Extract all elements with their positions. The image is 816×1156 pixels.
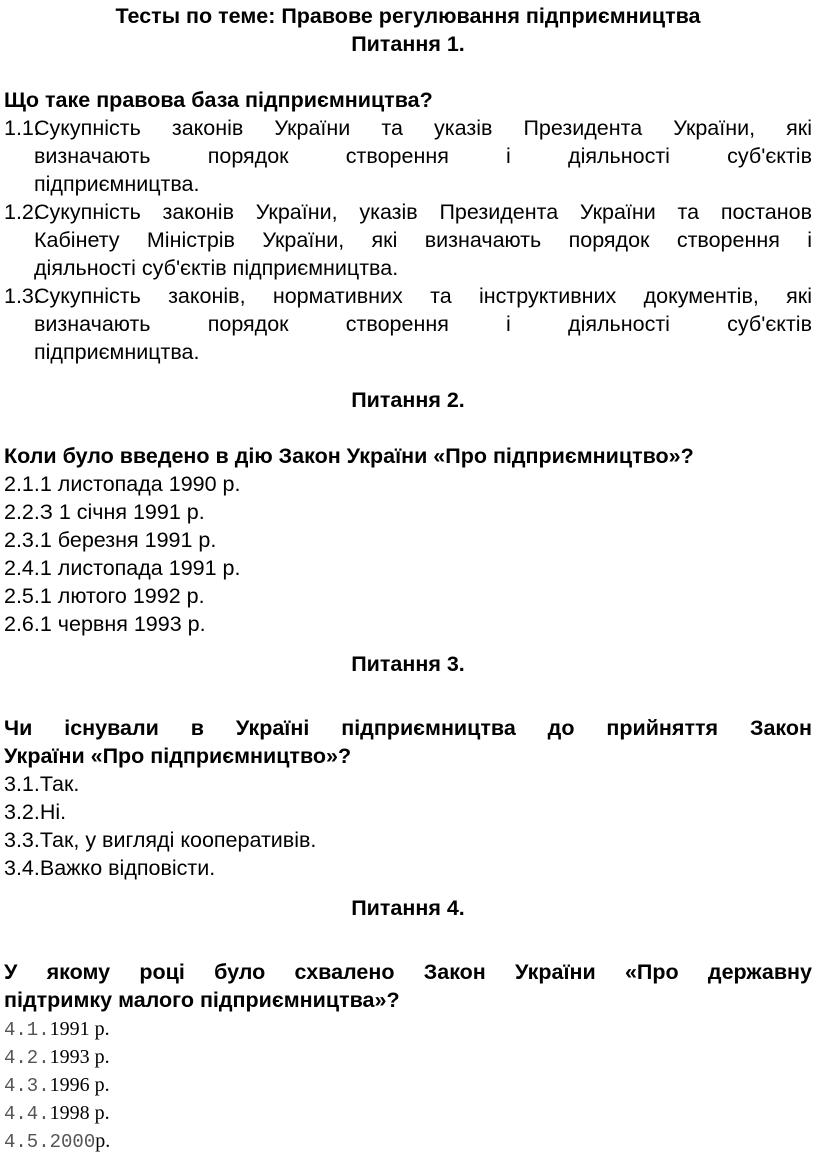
answer-1-1-line-3: підприємництва. xyxy=(34,172,200,196)
answer-4-3 xyxy=(4,1070,110,1100)
answer-4-5-text: р. xyxy=(95,1130,111,1152)
answer-1-2-number: 1.2. xyxy=(4,200,40,224)
answer-4-4 xyxy=(4,1098,110,1128)
answer-1-1-number: 1.1. xyxy=(4,116,40,140)
answer-4-2-text: 1993 р. xyxy=(49,1046,110,1068)
question-1-text: Що таке правова база підприємництва? xyxy=(4,88,433,112)
answer-3-2: 3.2.Ні. xyxy=(4,800,67,824)
answer-1-2-text-1: Сукупність законів України, указів Президента України та постанов xyxy=(34,200,812,224)
question-4-text-line-2: підтримку малого підприємництва»? xyxy=(4,988,400,1012)
answer-1-2-line-1 xyxy=(4,198,812,226)
answer-4-4-number: 4.4. xyxy=(4,1103,50,1125)
answer-4-4-text: 1998 р. xyxy=(49,1102,110,1124)
question-3-heading: Питання 3. xyxy=(351,652,465,676)
answer-1-3-number: 1.3. xyxy=(4,284,40,308)
question-2-text: Коли було введено в дію Закон України «Про підприємництво»? xyxy=(4,444,694,468)
answer-4-2 xyxy=(4,1042,110,1072)
answer-4-5 xyxy=(4,1126,110,1156)
answer-3-3: 3.3.Так, у вигляді кооперативів. xyxy=(4,828,317,852)
answer-1-1-text-1: Сукупність законів України та указів Президента України, які xyxy=(34,116,812,140)
answer-1-3-text-1: Сукупність законів, нормативних та інструктивних документів, які xyxy=(34,284,812,308)
answer-4-1 xyxy=(4,1014,110,1044)
answer-4-5-number: 4.5. xyxy=(4,1131,50,1153)
answer-1-3-line-3: підприємництва. xyxy=(34,340,200,364)
question-3-text-line-1: Чи існували в Україні підприємництва до прийняття Закон xyxy=(4,716,812,740)
answer-4-5-year: 2000 xyxy=(49,1131,96,1153)
answer-2-5: 2.5.1 лютого 1992 р. xyxy=(4,584,205,608)
question-1-heading: Питання 1. xyxy=(351,32,465,56)
answer-2-4: 2.4.1 листопада 1991 р. xyxy=(4,556,241,580)
answer-4-1-text: 1991 р. xyxy=(49,1018,110,1040)
answer-2-2: 2.2.З 1 січня 1991 р. xyxy=(4,500,205,524)
answer-4-3-number: 4.3. xyxy=(4,1075,50,1097)
question-4-text-line-1: У якому році було схвалено Закон України «Про державну xyxy=(4,960,812,984)
question-2-heading: Питання 2. xyxy=(351,388,465,412)
question-3-text-line-2: України «Про підприємництво»? xyxy=(4,744,352,768)
answer-1-1-line-2: визначають порядок створення і діяльності суб'єктів xyxy=(34,144,812,168)
answer-3-4: 3.4.Важко відповісти. xyxy=(4,856,216,880)
document-title: Тесты по теме: Правове регулювання підприємництва xyxy=(115,4,701,28)
answer-2-6: 2.6.1 червня 1993 р. xyxy=(4,612,206,636)
answer-1-3-line-2: визначають порядок створення і діяльності суб'єктів xyxy=(34,312,812,336)
question-4-heading: Питання 4. xyxy=(351,896,465,920)
answer-1-3-line-1 xyxy=(4,282,812,310)
answer-4-2-number: 4.2. xyxy=(4,1047,50,1069)
answer-1-2-line-2: Кабінету Міністрів України, які визначають порядок створення і xyxy=(34,228,812,252)
answer-2-1: 2.1.1 листопада 1990 р. xyxy=(4,472,241,496)
answer-4-1-number: 4.1. xyxy=(4,1019,50,1041)
answer-1-1-line-1 xyxy=(4,114,812,142)
answer-4-3-text: 1996 р. xyxy=(49,1074,110,1096)
answer-3-1: 3.1.Так. xyxy=(4,772,80,796)
answer-1-2-line-3: діяльності суб'єктів підприємництва. xyxy=(34,256,399,280)
answer-2-3: 2.3.1 березня 1991 р. xyxy=(4,528,217,552)
